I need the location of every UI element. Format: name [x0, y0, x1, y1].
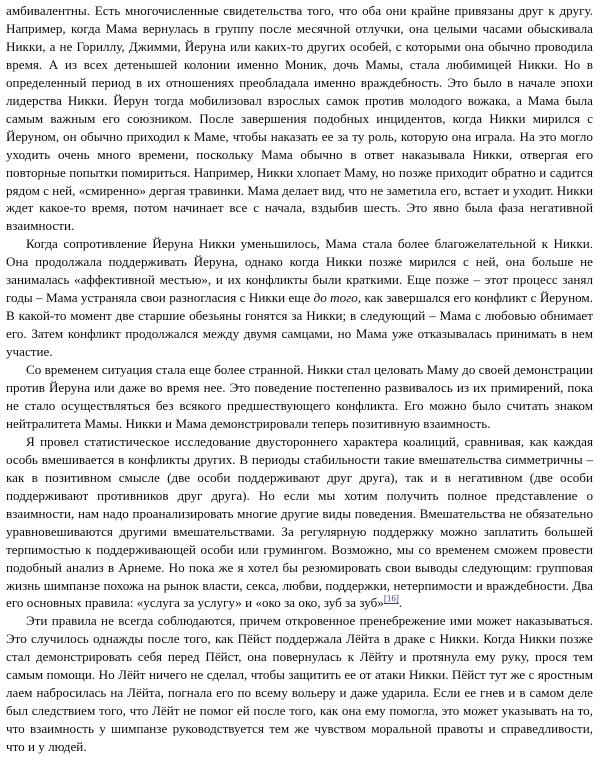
paragraph	[6, 2, 593, 235]
paragraph	[6, 235, 593, 361]
paragraph-text: Эти правила не всегда соблюдаются, причем откровенное пренебрежение ими может наказываться. Это случилось однажды после того, как Пёйст поддержала Лёйта в драке с Никки. Когда Никки позже стал демонстрировать себя перед Пёйст, она повернулась к Лёйту и протянула ему руку, прося тем самым помощи. Но Лёйт ничего не сделал, чтобы защитить ее от атаки Никки. Пёйст тут же с яростным лаем набросилась на Лёйта, погнала его по всему вольеру и даже ударила. Если ее гнев и в самом деле был следствием того, что Лёйт не помог ей после того, как она ему помогла, это может указывать на то, что взаимность у шимпанзе руководствуется тем же чувством моральной правоты и справедливости, что и у людей.	[6, 613, 593, 755]
footnote-reference-link[interactable]: [16]	[383, 594, 399, 605]
emphasis-text: до того,	[313, 290, 362, 306]
document-body	[6, 2, 593, 756]
paragraph-text: амбивалентны. Есть многочисленные свидетельства того, что оба они крайне привязаны друг к другу. Например, когда Мама вернулась в группу после месячной отлучки, она целыми часами обыскивала Никки, а не Гориллу, Джимми, Йеруна или каких-то других особей, с которыми она обычно проводила время. А из всех детенышей колонии именно Моник, дочь Мамы, стала любимицей Никки. Но в определенный период в их отношениях преобладала именно враждебность. Это было в начале эпохи лидерства Никки. Йерун тогда мобилизовал взрослых самок против молодого вожака, а Мама была самым важным его союзником. После завершения подобных инцидентов, когда Никки мирился с Йеруном, он обычно приходил к Маме, чтобы наказать ее за ту роль, которую она играла. На это могло уходить очень много времени, поскольку Мама обычно в ответ наказывала Никки, отвергая его повторные попытки помириться. Например, Никки хлопает Маму, но позже приходит обратно и садится рядом с ней, «смиренно» дергая травинки. Мама делает вид, что не заметила его, встает и уходит. Никки ждет какое-то время, потом начинает все с начала, вздыбив шесть. Это явно была фаза негативной взаимности.	[6, 3, 593, 234]
paragraph-text: Когда сопротивление Йеруна Никки уменьшилось, Мама стала более благожелательной к Никки. Она продолжала поддерживать Йеруна, однако когда Никки позже мирился с ней, она больше не занималась «аффективной местью», и их конфликты были краткими. Еще позже – этот процесс занял годы – Мама устраняла свои разногласия с Никки еще	[6, 236, 593, 306]
paragraph	[6, 361, 593, 433]
paragraph-text: Я провел статистическое исследование двустороннего характера коалиций, сравнивая, как каждая особь вмешивается в конфликты других. В периоды стабильности такие вмешательства симметричны – как в позитивном смысле (две особи поддерживают друг друга), так и в негативном (две особи поддерживают противников друг друга). Но если мы хотим получить полное представление о взаимности, нам надо проанализировать многие другие виды поведения. Вмешательства не обязательно уравновешиваются другими вмешательствами. За регулярную поддержку можно заплатить большей терпимостью к поддерживающей особи или грумингом. Возможно, мы со временем сможем провести подобный анализ в Арнеме. Но пока же я хотел бы резюмировать свои выводы следующим: групповая жизнь шимпанзе похожа на рынок власти, секса, любви, поддержки, нетерпимости и враждебности. Два его основных правила: «услуга за услугу» и «око за око, зуб за зуб»	[6, 433, 593, 611]
paragraph-text: как завершался его конфликт с Йеруном. В какой-то момент две старшие обезьяны гонятся за Никки; в следующий – Мама с любовью обнимает его. Затем конфликт продолжался между двумя самцами, но Мама уже отказывалась принимать в нем участие.	[6, 290, 593, 360]
paragraph-text: Со временем ситуация стала еще более странной. Никки стал целовать Маму до своей демонстрации против Йеруна или даже во время нее. Это поведение постепенно развивалось из их примирений, пока не стало осуществляться без всякого предшествующего конфликта. Его можно было считать знаком нейтралитета Мамы. Никки и Мама демонстрировали теперь позитивную взаимность.	[6, 362, 593, 431]
paragraph	[6, 612, 593, 756]
paragraph	[6, 433, 593, 613]
paragraph-text: .	[398, 595, 403, 611]
